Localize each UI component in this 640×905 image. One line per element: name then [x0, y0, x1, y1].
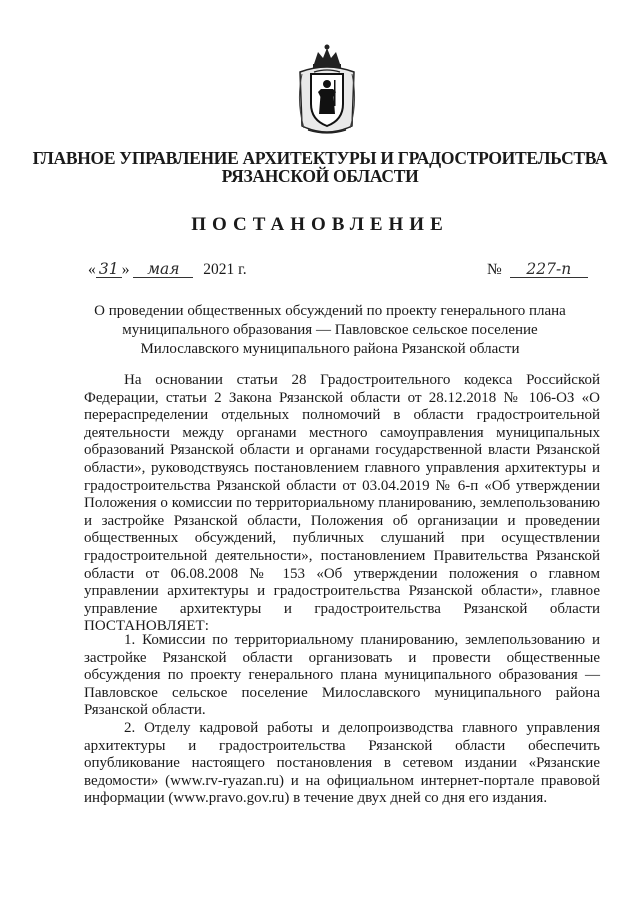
date-open-quote: «	[88, 261, 96, 278]
document-subject	[60, 302, 600, 359]
date-year: 2021 г.	[203, 261, 247, 278]
subject-line1: О проведении общественных обсуждений по проекту генерального плана	[94, 303, 566, 319]
number-value: 227-п	[510, 261, 588, 278]
body-paragraph-item-2: 2. Отделу кадровой работы и делопроизводства главного управления архитектуры и градостроительства Рязанской области обеспечить опубликование настоящего постановления в сетевом издании «Рязанские ведомости» (www.rv-ryazan.ru) и на официальном интернет-портале правовой информации (www.pravo.gov.ru) в течение двух дней со дня его издания.	[84, 720, 600, 807]
coat-of-arms-icon	[294, 42, 360, 140]
document-date	[88, 261, 247, 279]
body-paragraph-preamble: На основании статьи 28 Градостроительного кодекса Российской Федерации, статьи 2 Закона Рязанской области от 28.12.2018 № 106-ОЗ «О перераспределении отдельных полномочий в области градостроительной деятельности между органами местного самоуправления муниципальных образований Рязанской области и органами государственной власти Рязанской области», руководствуясь постановлением главного управления архитектуры и градостроительства Рязанской области от 03.04.2019 № 6-п «Об утверждении Положения о комиссии по территориальному планированию, землепользованию и застройке Рязанской области, Положения об организации и проведении общественных обсуждений, публичных слушаний при осуществлении градостроительной деятельности», постановлением Правительства Рязанской области от 06.08.2008 № 153 «Об утверждении положения о главном управлении архитектуры и градостроительства Рязанской области», главное управление архитектуры и градостроительства Рязанской области ПОСТАНОВЛЯЕТ:	[84, 372, 600, 635]
date-month: мая	[133, 261, 193, 278]
date-close-quote: »	[121, 261, 130, 278]
number-sign: №	[487, 261, 502, 278]
org-name-line1: ГЛАВНОЕ УПРАВЛЕНИЕ АРХИТЕКТУРЫ И ГРАДОСТРОИТЕЛЬСТВА	[32, 148, 608, 168]
date-day: 31	[96, 261, 122, 278]
subject-line3: Милославского муниципального района Рязанской области	[140, 341, 520, 357]
org-name-line2: РЯЗАНСКОЙ ОБЛАСТИ	[221, 166, 419, 186]
document-number	[487, 261, 588, 279]
body-paragraph-item-1: 1. Комиссии по территориальному планированию, землепользованию и застройке Рязанской области организовать и провести общественные обсуждения по проекту генерального плана муниципального образования — Павловское сельское поселение Милославского муниципального района Рязанской области.	[84, 632, 600, 719]
subject-line2: муниципального образования — Павловское сельское поселение	[122, 322, 538, 338]
document-type-title: ПОСТАНОВЛЕНИЕ	[191, 214, 449, 235]
